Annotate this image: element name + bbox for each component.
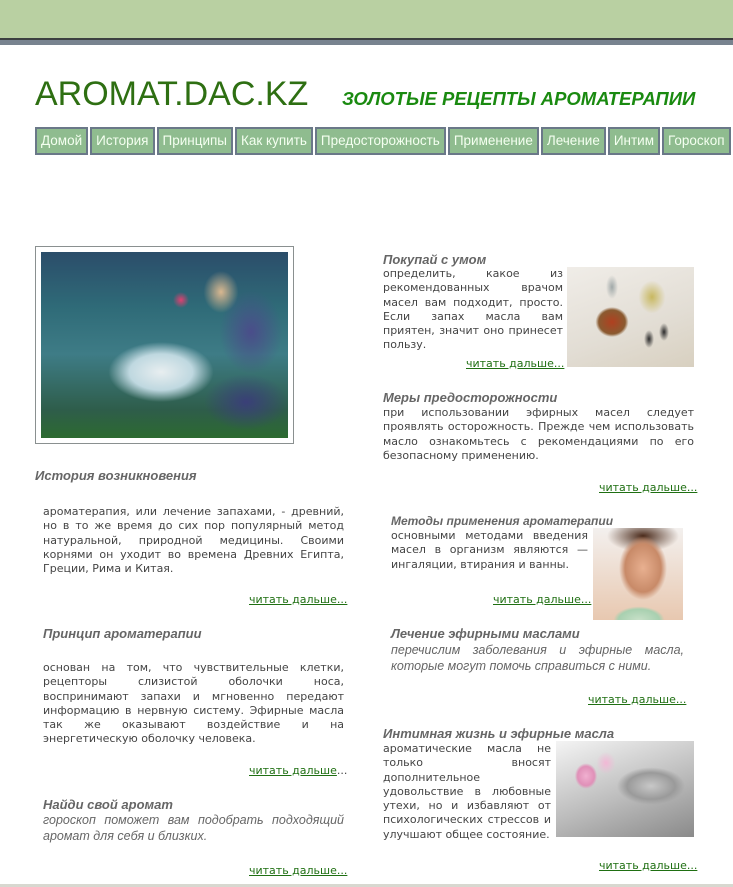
top-divider-gray [0,40,733,45]
nav-item-treatment[interactable]: Лечение [541,127,606,155]
methods-title[interactable]: Методы применения ароматерапии [391,514,614,528]
nav-item-history[interactable]: История [90,127,154,155]
site-slogan: ЗОЛОТЫЕ РЕЦЕПТЫ АРОМАТЕРАПИИ [342,88,696,109]
principle-title[interactable]: Принцип ароматерапии [43,626,202,641]
treatment-title[interactable]: Лечение эфирными маслами [391,626,580,641]
buy-image [567,267,694,367]
horoscope-title[interactable]: Найди свой аромат [43,797,173,812]
caution-read-more-link[interactable]: читать дальше... [599,481,698,494]
nav-item-caution[interactable]: Предосторожность [315,127,446,155]
nav-item-home[interactable]: Домой [35,127,88,155]
main-nav [35,127,731,155]
hero-image-frame [35,246,294,444]
horoscope-text: гороскоп поможет вам подобрать подходящий аромат для себя и близких. [43,813,344,843]
treatment-read-more-link[interactable]: читать дальше... [588,693,687,706]
principle-text: основан на том, что чувствительные клетки, рецепторы слизистой оболочки носа, воспринимают запахи и мгновенно передают информацию в нервную систему. Эфирные масла так же оказывают воздействие и на энергетическую оболочку человека. [43,661,344,746]
buy-read-more-link[interactable]: читать дальше... [466,357,565,370]
methods-image [593,528,683,620]
history-read-more-link[interactable]: читать дальше... [249,593,348,606]
caution-title[interactable]: Меры предосторожности [383,390,558,405]
horoscope-read-more-link[interactable]: читать дальше... [249,864,348,877]
hero-image [41,252,288,438]
intim-text: ароматические масла не только вносят дополнительное удовольствие в любовные утехи, но и избавляют от психологических стрессов и улучшают общее состояние. [383,742,551,841]
methods-read-more-link[interactable]: читать дальше... [493,593,592,606]
nav-item-intim[interactable]: Интим [608,127,660,155]
intim-image [556,741,694,837]
principle-read-more-link[interactable]: читать дальше [249,764,337,777]
nav-item-horoscope[interactable]: Гороскоп [662,127,731,155]
site-logo[interactable]: AROMAT.DAC.KZ [35,75,309,113]
history-title[interactable]: История возникновения [35,468,197,483]
nav-item-application[interactable]: Применение [448,127,539,155]
principle-read-more [249,764,347,777]
methods-text: основными методами введения масел в организм являются — ингаляции, втирания и ванны. [391,529,588,571]
top-band [0,0,733,38]
history-text: ароматерапия, или лечение запахами, - древний, но в то же время до сих пор популярный метод натуральной, природной медицины. Своими корнями он уходит во времена Древних Египта, Греции, Рима и Китая. [43,505,344,576]
buy-text: определить, какое из рекомендованных врачом масел вам подходит, просто. Если запах масла вам приятен, значит оно принесет пользу. [383,267,563,352]
principle-read-more-dots: ... [336,764,348,777]
caution-text: при использовании эфирных масел следует проявлять осторожность. Прежде чем использовать масло ознакомьтесь с рекомендациями по его безопасному применению. [383,406,694,462]
intim-read-more-link[interactable]: читать дальше... [599,859,698,872]
intim-title[interactable]: Интимная жизнь и эфирные масла [383,726,615,741]
buy-title[interactable]: Покупай с умом [383,252,487,267]
nav-item-how-to-buy[interactable]: Как купить [235,127,313,155]
treatment-text: перечислим заболевания и эфирные масла, которые могут помочь справиться с ними. [391,643,684,673]
nav-item-principles[interactable]: Принципы [157,127,234,155]
